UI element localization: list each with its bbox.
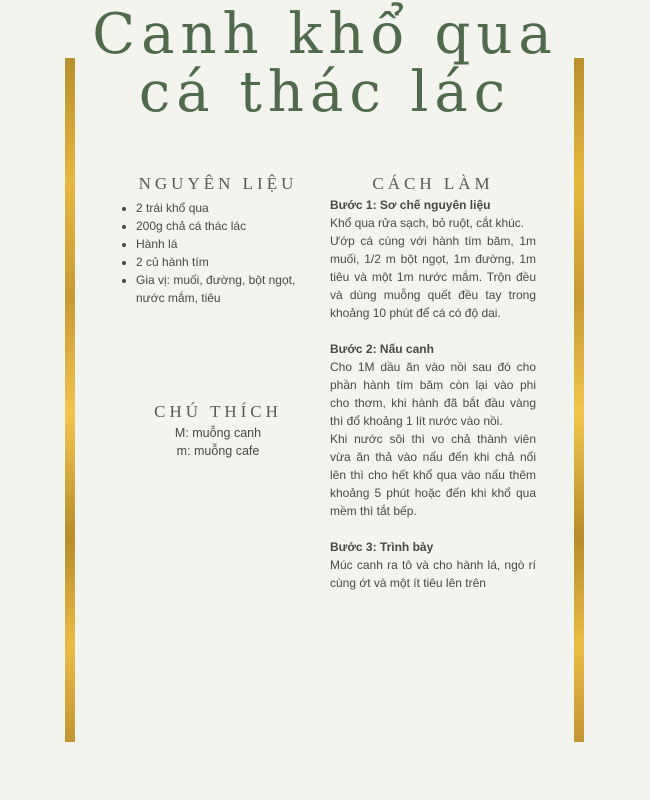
step-title: Bước 1: Sơ chế nguyên liệu <box>330 198 491 212</box>
step-title: Bước 3: Trình bày <box>330 540 434 554</box>
gold-border-right <box>574 58 584 742</box>
recipe-title <box>0 2 650 125</box>
recipe-title-line-2: cá thác lác <box>138 60 512 125</box>
step-paragraph: Khổ qua rửa sạch, bỏ ruột, cắt khúc. <box>330 216 525 230</box>
notes-section <box>118 402 318 460</box>
ingredients-list <box>118 199 318 307</box>
method-section <box>330 174 536 592</box>
notes-heading: CHÚ THÍCH <box>154 402 282 421</box>
step-paragraph: Ướp cá cùng với hành tím băm, 1m muối, 1/2 m bột ngọt, 1m đường, 1m tiêu và một 1m nước mắm. Trộn đều và dùng muỗng quết đều tay trong khoảng 10 phút để cá có độ dai. <box>330 234 536 320</box>
ingredients-section <box>118 174 318 307</box>
ingredient-item: • Gia vị: muối, đường, bột ngọt, nước mắm, tiêu <box>136 271 318 307</box>
step-paragraph: Cho 1M dầu ăn vào nồi sau đó cho phần hành tím băm còn lại vào phi cho thơm, khi hành đã bắt đầu vàng thì đổ khoảng 1 lít nước vào nồi. <box>330 360 536 428</box>
ingredient-item: • 2 trái khổ qua <box>136 199 318 217</box>
gold-border-left <box>65 58 75 742</box>
step-1 <box>330 196 536 322</box>
ingredient-item: • Hành lá <box>136 235 318 253</box>
note-line: m: muỗng cafe <box>176 444 260 458</box>
step-2 <box>330 340 536 520</box>
step-3 <box>330 538 536 592</box>
ingredient-item: • 200g chả cá thác lác <box>136 217 318 235</box>
method-heading: CÁCH LÀM <box>372 174 494 193</box>
step-paragraph: Khi nước sôi thì vo chả thành viên vừa ăn thả vào nấu đến khi chả nổi lên thì cho hết khổ qua vào nấu thêm khoảng 5 phút hoặc đến khi khổ qua mềm thì tắt bếp. <box>330 432 536 518</box>
recipe-title-line-1: Canh khổ qua <box>92 2 558 67</box>
step-paragraph: Múc canh ra tô và cho hành lá, ngò rí cùng ớt và một ít tiêu lên trên <box>330 558 536 590</box>
ingredient-item: • 2 củ hành tím <box>136 253 318 271</box>
note-line: M: muỗng canh <box>174 426 262 440</box>
ingredients-heading: NGUYÊN LIỆU <box>138 174 298 193</box>
step-title: Bước 2: Nấu canh <box>330 342 434 356</box>
